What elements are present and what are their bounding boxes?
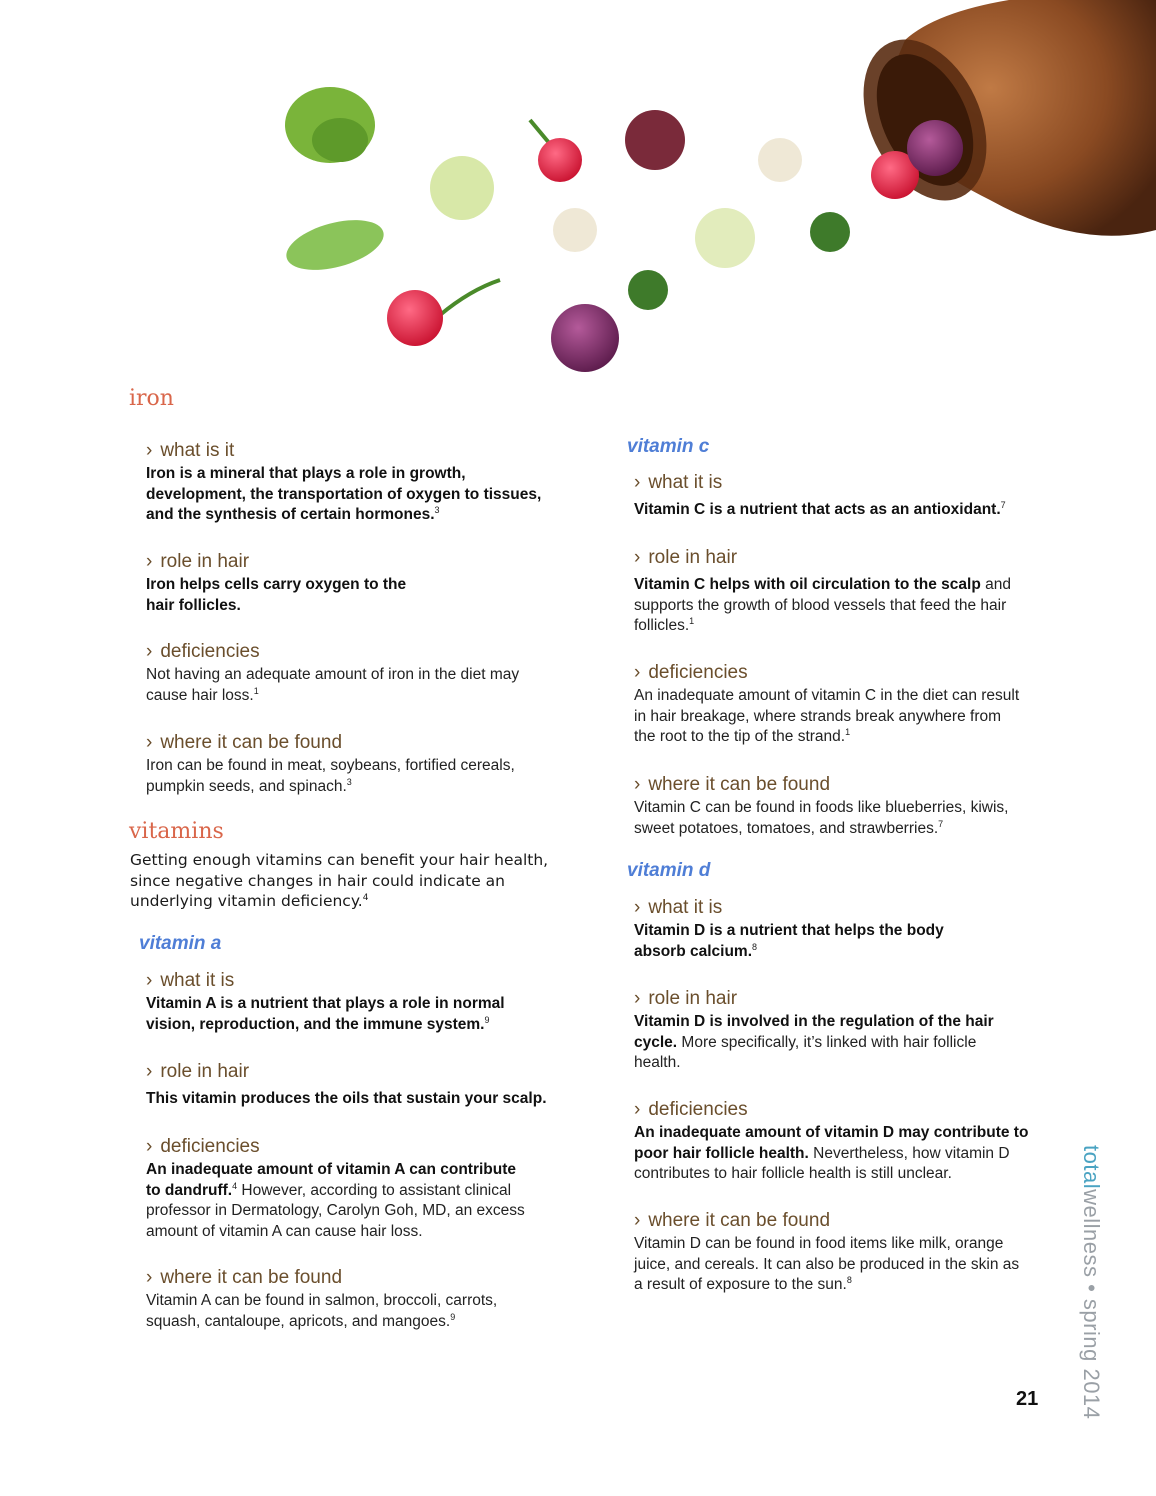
radish-1: [530, 120, 582, 182]
chevron-right-icon: ›: [146, 970, 153, 991]
vitamin-a-found-block: [146, 1267, 516, 1332]
hero-vegetables-illustration: [0, 0, 1156, 385]
chevron-right-icon: ›: [146, 732, 153, 753]
romaine-leaf: [281, 211, 389, 279]
chevron-right-icon: ›: [634, 1099, 641, 1120]
lettuce-green: [285, 87, 375, 163]
vitamin-c-heading: vitamin c: [627, 436, 710, 457]
vitamin-c-found-block: [634, 774, 1029, 839]
vitamin-a-heading: vitamin a: [139, 933, 222, 954]
chevron-right-icon: ›: [634, 988, 641, 1009]
chevron-right-icon: ›: [146, 551, 153, 572]
vitamin-c-deficiencies-text: An inadequate amount of vitamin C in the diet can result in hair breakage, where strands break anywhere from the root to the tip of the strand.$^1$: [634, 687, 1020, 746]
chevron-right-icon: ›: [146, 1136, 153, 1157]
vitamin-c-what-heading: › what it is: [634, 472, 723, 493]
chevron-right-icon: ›: [634, 547, 641, 568]
broccoli-1: [810, 212, 850, 252]
cauliflower-2: [553, 208, 597, 252]
vitamin-a-role-text: This vitamin produces the oils that sustain your scalp.: [146, 1090, 547, 1107]
cauliflower-1: [758, 138, 802, 182]
chevron-right-icon: ›: [634, 1210, 641, 1231]
vitamin-c-found-text: Vitamin C can be found in foods like blueberries, kiwis, sweet potatoes, tomatoes, and strawberries.$^7$: [634, 799, 1009, 837]
vitamin-bottle: [839, 0, 1156, 236]
vitamin-d-what-heading: › what it is: [634, 897, 723, 918]
vitamin-a-found-heading: › where it can be found: [146, 1267, 343, 1288]
vitamin-d-role-heading: › role in hair: [634, 988, 738, 1009]
vitamin-d-what-text: Vitamin D is a nutrient that helps the body absorb calcium.$^8$: [634, 922, 944, 960]
vitamin-a-role-heading: › role in hair: [146, 1061, 250, 1082]
vitamin-d-role-block: [634, 988, 1009, 1074]
chevron-right-icon: ›: [634, 897, 641, 918]
vitamin-d-role-text: Vitamin D is involved in the regulation of the hair cycle. More specifically, it’s linked with hair follicle health.: [634, 1013, 994, 1072]
chevron-right-icon: ›: [146, 641, 153, 662]
iron-deficiencies-heading: › deficiencies: [146, 641, 260, 662]
vitamin-c-role-heading: › role in hair: [634, 547, 738, 568]
chevron-right-icon: ›: [634, 774, 641, 795]
red-cabbage-2: [907, 120, 963, 176]
iron-role-text: Iron helps cells carry oxygen to the hair follicles.: [146, 576, 407, 614]
vitamin-a-role-block: [146, 1061, 556, 1110]
chevron-right-icon: ›: [146, 1061, 153, 1082]
vitamin-a-found-text: Vitamin A can be found in salmon, broccoli, carrots, squash, cantaloupe, apricots, and mangoes.$^9$: [146, 1292, 498, 1330]
iron-role-heading: › role in hair: [146, 551, 250, 572]
chevron-right-icon: ›: [634, 472, 641, 493]
vitamin-d-deficiencies-heading: › deficiencies: [634, 1099, 748, 1120]
vitamin-c-deficiencies-heading: › deficiencies: [634, 662, 748, 683]
vitamin-a-deficiencies-heading: › deficiencies: [146, 1136, 260, 1157]
vitamin-d-deficiencies-block: [634, 1099, 1034, 1185]
vitamin-a-deficiencies-text: An inadequate amount of vitamin A can contribute to dandruff.$^4$ However, according to assistant clinical professor in Dermatology, Carolyn Goh, MD, an excess amount of vitamin A can cause hair loss.: [146, 1161, 525, 1241]
radish-2: [387, 280, 500, 346]
red-cabbage-1: [551, 304, 619, 372]
vitamin-d-found-text: Vitamin D can be found in food items like milk, orange juice, and cereals. It can also be produced in the skin as a result of exposure to the sun.$^8$: [634, 1235, 1020, 1294]
iron-deficiencies-text: Not having an adequate amount of iron in the diet may cause hair loss.$^1$: [146, 666, 520, 704]
red-lettuce: [625, 110, 685, 170]
iron-found-heading: › where it can be found: [146, 732, 343, 753]
vitamin-c-deficiencies-block: [634, 662, 1024, 748]
iron-role-block: [146, 551, 416, 616]
broccoli-2: [628, 270, 668, 310]
iron-what-block: [146, 440, 566, 526]
vitamin-a-what-text: Vitamin A is a nutrient that plays a role in normal vision, reproduction, and the immune system.$^9$: [146, 995, 505, 1033]
iron-what-text: Iron is a mineral that plays a role in growth, development, the transportation of oxygen to tissues, and the synthesis of certain hormones.$^3$: [146, 465, 542, 524]
cabbage-pale-1: [430, 156, 494, 220]
vitamin-d-what-block: [634, 897, 954, 962]
vitamin-c-role-block: [634, 547, 1014, 637]
vitamin-d-heading: vitamin d: [627, 860, 711, 881]
vitamin-c-role-text: Vitamin C helps with oil circulation to the scalp and supports the growth of blood vessels that feed the hair follicles.$^1$: [634, 576, 1011, 635]
vitamin-d-found-heading: › where it can be found: [634, 1210, 831, 1231]
iron-deficiencies-block: [146, 641, 546, 706]
vitamin-a-what-block: [146, 970, 556, 1035]
vitamin-c-what-text: Vitamin C is a nutrient that acts as an antioxidant.$^7$: [634, 499, 1006, 518]
vitamins-heading: vitamins: [129, 819, 224, 844]
iron-found-block: [146, 732, 536, 797]
chevron-right-icon: ›: [146, 1267, 153, 1288]
magazine-issue-label: totalwellness • spring 2014: [1079, 1145, 1104, 1420]
vitamin-c-what-block: [634, 472, 1024, 521]
cabbage-pale-2: [695, 208, 755, 268]
iron-found-text: Iron can be found in meat, soybeans, fortified cereals, pumpkin seeds, and spinach.$^3$: [146, 757, 515, 795]
iron-what-heading: › what is it: [146, 440, 235, 461]
vitamin-d-found-block: [634, 1210, 1029, 1296]
chevron-right-icon: ›: [634, 662, 641, 683]
iron-heading: iron: [129, 386, 174, 411]
vitamins-intro: Getting enough vitamins can benefit your hair health, since negative changes in hair could indicate an underlying vitamin deficiency.$^4$: [130, 851, 549, 910]
vitamin-c-found-heading: › where it can be found: [634, 774, 831, 795]
vitamin-a-deficiencies-block: [146, 1136, 526, 1243]
page-number: 21: [1016, 1388, 1039, 1410]
vitamin-d-deficiencies-text: An inadequate amount of vitamin D may contribute to poor hair follicle health. Nevertheless, how vitamin D contributes to hair follicle health is still unclear.: [634, 1124, 1029, 1183]
vitamin-a-what-heading: › what it is: [146, 970, 235, 991]
chevron-right-icon: ›: [146, 440, 153, 461]
